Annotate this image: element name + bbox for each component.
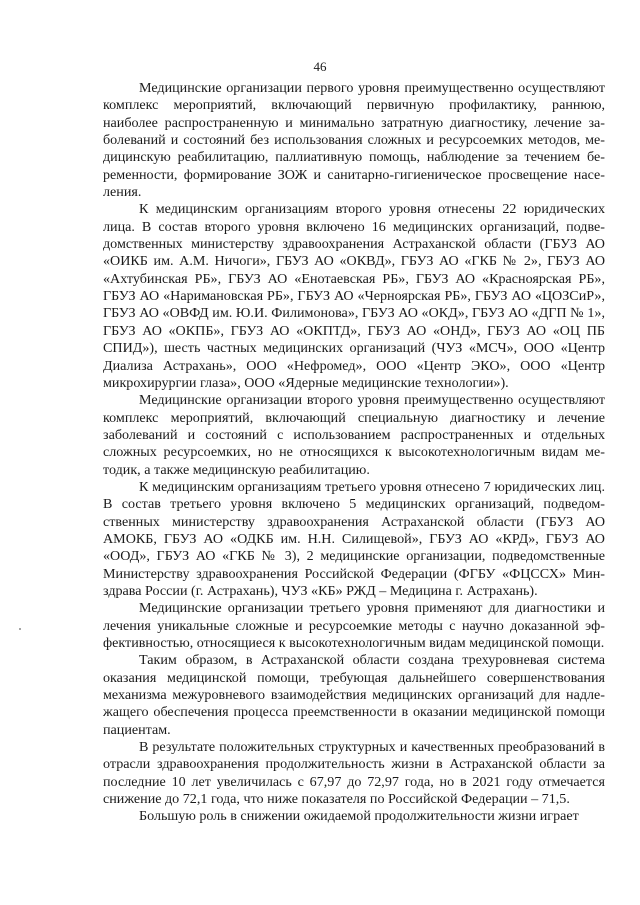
paragraph: Медицинские организации третьего уровня применяют для диагностики и лечения уникальные сложные и ресурсоемкие методы с научно доказанной эффективностью, относящиеся к высокотехнологичным видам медицинской помощи. (103, 600, 605, 651)
paragraph: К медицинским организациям второго уровня отнесены 22 юридических лица. В состав второго уровня включено 16 медицинских организаций, подведомственных министерству здравоохранения Астраханской области (ГБУЗ АО «ОИКБ им. А.М. Ничоги», ГБУЗ АО «ОКВД», ГБУЗ АО «ГКБ № 2», ГБУЗ АО «Ахтубинская РБ», ГБУЗ АО «Енотаевская РБ», ГБУЗ АО «Красноярская РБ», ГБУЗ АО «Наримановская РБ», ГБУЗ АО «Черноярская РБ», ГБУЗ АО «ЦОЗСиР», ГБУЗ АО «ОВФД им. Ю.И. Филимонова», ГБУЗ АО «ОКД», ГБУЗ АО «ДГП № 1», ГБУЗ АО «ОКПБ», ГБУЗ АО «ОКПТД», ГБУЗ АО «ОНД», ГБУЗ АО «ОЦ ПБ СПИД»), шесть частных медицинских организаций (ЧУЗ «МСЧ», ООО «Центр Диализа Астрахань», ООО «Нефромед», ООО «Центр ЭКО», ООО «Центр микрохирургии глаза», ООО «Ядерные медицинские технологии»). (103, 201, 605, 391)
document-body (103, 80, 605, 826)
paragraph: В результате положительных структурных и качественных преобразований в отрасли здравоохранения продолжительность жизни в Астраханской области за последние 10 лет увеличилась с 67,97 до 72,97 года, но в 2021 году отмечается снижение до 72,1 года, что ниже показателя по Российской Федерации – 71,5. (103, 739, 605, 808)
paragraph: Медицинские организации первого уровня преимущественно осуществляют комплекс мероприятий, включающий первичную профилактику, раннюю, наиболее распространенную и минимально затратную диагностику, лечение заболеваний и состояний без использования сложных и ресурсоемких методов, медицинскую реабилитацию, паллиативную помощь, наблюдение за течением беременности, формирование ЗОЖ и санитарно-гигиеническое просвещение населения. (103, 80, 605, 201)
paragraph: К медицинским организациям третьего уровня отнесено 7 юридических лиц. В состав третьего уровня включено 5 медицинских организаций, подведомственных министерству здравоохранения Астраханской области (ГБУЗ АО АМОКБ, ГБУЗ АО «ОДКБ им. Н.Н. Силищевой», ГБУЗ АО «КРД», ГБУЗ АО «ООД», ГБУЗ АО «ГКБ № 3), 2 медицинские организации, подведомственные Министерству здравоохранения Российской Федерации (ФГБУ «ФЦССХ» Минздрава России (г. Астрахань), ЧУЗ «КБ» РЖД – Медицина г. Астрахань). (103, 478, 605, 599)
paragraph: Медицинские организации второго уровня преимущественно осуществляют комплекс мероприятий, включающий специальную диагностику и лечение заболеваний и состояний с использованием распространенных и отдельных сложных ресурсоемких, но не относящихся к высокотехнологичным видам методик, а также медицинскую реабилитацию. (103, 392, 605, 478)
scan-speck (19, 628, 21, 630)
page-number: 46 (313, 59, 327, 74)
paragraph: Большую роль в снижении ожидаемой продолжительности жизни играет (139, 808, 579, 825)
paragraph: Таким образом, в Астраханской области создана трехуровневая система оказания медицинской помощи, требующая дальнейшего совершенствования механизма межуровневого взаимодействия медицинских организаций для надлежащего обеспечения процесса преемственности в оказании медицинской помощи пациентам. (103, 652, 605, 738)
